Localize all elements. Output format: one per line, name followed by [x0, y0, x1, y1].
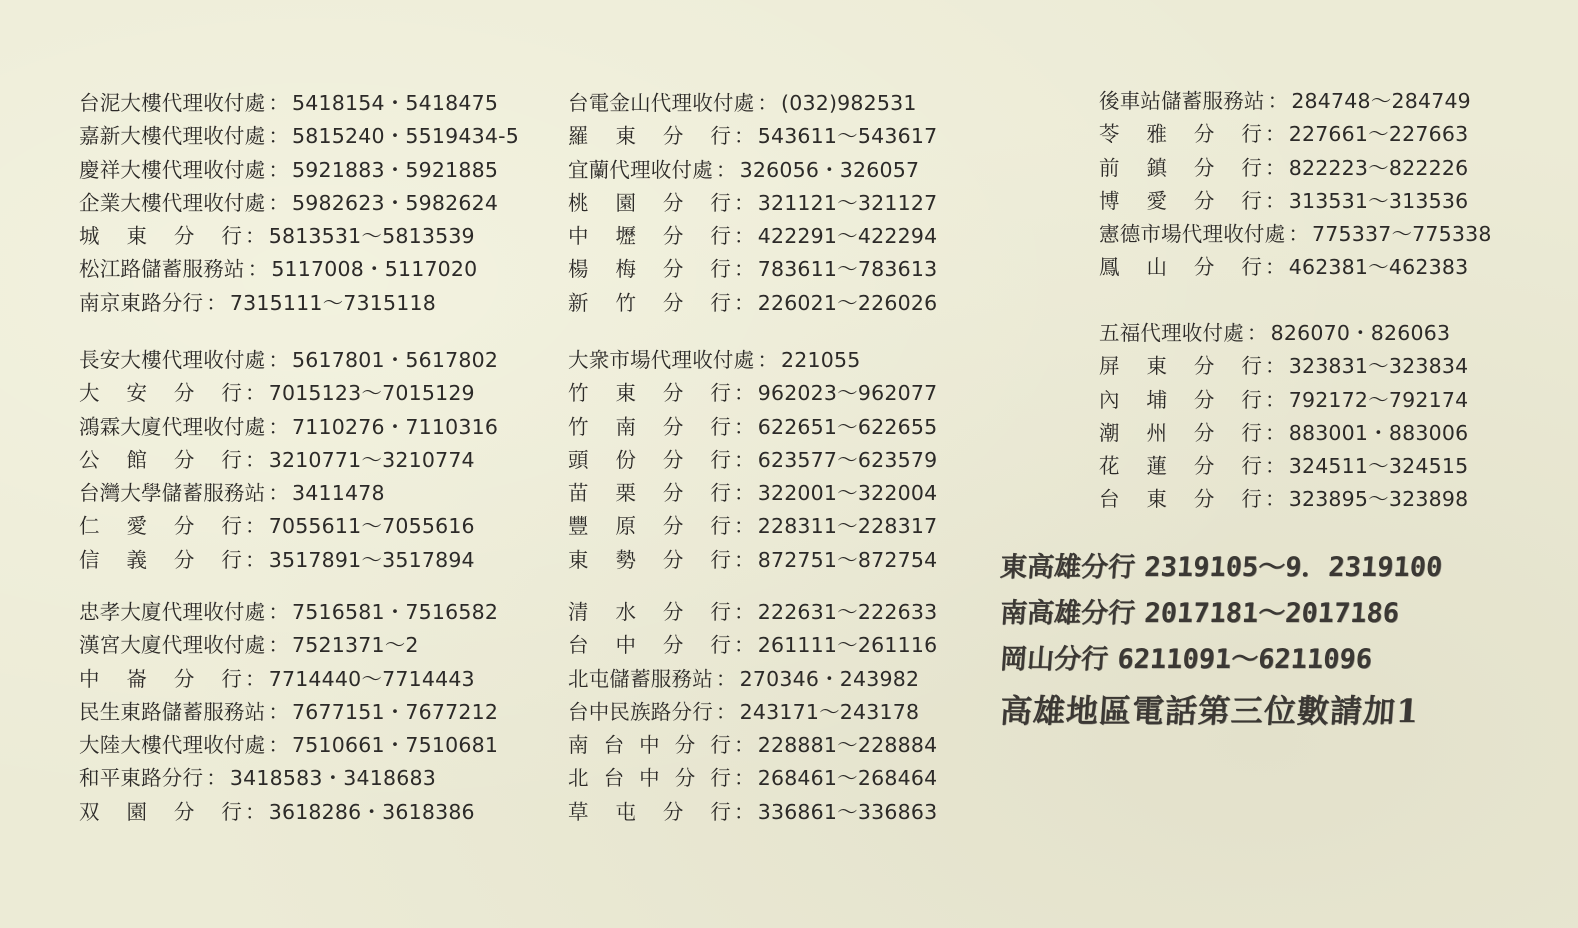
branch-name: 和平東路分行: [79, 766, 204, 791]
phone-number: 3517891〜3517894: [268, 547, 475, 572]
branch-name: 信 義 分 行: [79, 547, 243, 572]
directory-entry: [568, 253, 937, 286]
phone-number: 5982623・5982624: [292, 190, 499, 215]
separator-colon: ：: [206, 766, 227, 791]
phone-number: 284748〜284749: [1291, 89, 1471, 113]
directory-entry: [568, 187, 937, 220]
directory-entry: [79, 762, 498, 795]
branch-name: 苗 栗 分 行: [568, 481, 732, 506]
branch-name: 豐 原 分 行: [568, 514, 732, 539]
phone-number: 268461〜268464: [757, 766, 938, 791]
phone-number: 270346・243982: [739, 666, 920, 691]
directory-entry: [568, 477, 937, 510]
directory-entry: [1099, 317, 1468, 350]
separator-colon: ：: [1265, 420, 1286, 445]
branch-name: 中 壢 分 行: [568, 224, 732, 249]
phone-number: 783611〜783613: [757, 257, 938, 282]
phone-number: 5815240・5519434-5: [292, 124, 519, 149]
directory-entry: [568, 154, 937, 187]
phone-number: 422291〜422294: [757, 224, 938, 249]
branch-name: 楊 梅 分 行: [568, 257, 732, 282]
directory-entry: [1099, 483, 1468, 516]
branch-name: 新 竹 分 行: [568, 290, 732, 315]
branch-name: 台 中 分 行: [568, 633, 732, 658]
directory-entry: [568, 344, 937, 377]
branch-name: 後車站儲蓄服務站: [1099, 89, 1265, 113]
phone-number: 962023〜962077: [757, 381, 938, 406]
directory-entry: [1099, 218, 1492, 251]
directory-block: [568, 596, 937, 829]
directory-entry: [79, 796, 498, 829]
phone-number: 3618286・3618386: [268, 799, 475, 824]
separator-colon: ：: [734, 447, 755, 472]
branch-name: 漢宮大廈代理收付處: [79, 633, 266, 658]
separator-colon: ：: [245, 666, 266, 691]
branch-name: 憲德市場代理收付處: [1099, 222, 1286, 247]
branch-name: 南 台 中 分 行: [568, 733, 732, 758]
phone-number: 883001・883006: [1288, 420, 1469, 445]
phone-number: 221055: [781, 348, 861, 372]
phone-number: 7677151・7677212: [292, 699, 499, 724]
phone-number: 775337〜775338: [1312, 222, 1492, 247]
separator-colon: ：: [268, 600, 290, 624]
branch-name: 清 水 分 行: [568, 600, 732, 624]
separator-colon: ：: [268, 157, 290, 182]
separator-colon: ：: [734, 600, 755, 624]
phone-number: 7516581・7516582: [292, 600, 499, 624]
branch-name: 大衆市場代理收付處: [568, 348, 755, 372]
directory-block: [1099, 317, 1468, 517]
separator-colon: ：: [715, 666, 737, 691]
separator-colon: ：: [1265, 354, 1286, 379]
directory-entry: [1099, 384, 1468, 417]
separator-colon: ：: [268, 348, 290, 372]
branch-name: 東 勢 分 行: [568, 547, 732, 572]
separator-colon: ：: [734, 381, 755, 406]
directory-entry: [79, 287, 519, 320]
directory-entry: [79, 696, 498, 729]
phone-number: 228311〜228317: [757, 514, 938, 539]
branch-name: 台灣大學儲蓄服務站: [79, 481, 266, 506]
directory-entry: [79, 477, 498, 510]
directory-entry: [568, 629, 937, 662]
phone-number: 323831〜323834: [1288, 354, 1469, 379]
branch-name: 嘉新大樓代理收付處: [79, 124, 266, 149]
branch-name: 鳳 山 分 行: [1099, 255, 1263, 280]
directory-entry: [79, 120, 519, 153]
directory-entry: [79, 344, 498, 377]
phone-number: 5921883・5921885: [292, 157, 499, 182]
phone-number: 323895〜323898: [1288, 487, 1469, 512]
stamp-phone-number: 6211091〜6211096: [1116, 644, 1374, 675]
phone-number: 3411478: [292, 481, 385, 506]
separator-colon: ：: [715, 157, 737, 182]
directory-entry: [568, 510, 937, 543]
stamp-note: 高雄地區電話第三位數請加1: [998, 692, 1421, 730]
directory-entry: [1099, 450, 1468, 483]
directory-entry: [568, 411, 937, 444]
phone-number: 261111〜261116: [757, 633, 938, 658]
separator-colon: ：: [757, 348, 779, 372]
separator-colon: ：: [734, 224, 755, 249]
separator-colon: ：: [268, 414, 290, 439]
branch-name: 五福代理收付處: [1099, 321, 1244, 345]
phone-number: 822223〜822226: [1288, 155, 1469, 180]
branch-name: 博 愛 分 行: [1099, 188, 1263, 213]
separator-colon: ：: [268, 633, 290, 658]
branch-name: 草 屯 分 行: [568, 799, 732, 824]
phone-number: 7055611〜7055616: [268, 514, 475, 539]
directory-entry: [1099, 152, 1492, 185]
directory-entry: [79, 510, 498, 543]
stamp-branch-name: 岡山分行: [998, 644, 1110, 675]
branch-name: 慶祥大樓代理收付處: [79, 157, 266, 182]
directory-entry: [568, 287, 937, 320]
directory-entry: [79, 253, 519, 286]
separator-colon: ：: [734, 257, 755, 282]
branch-name: 潮 州 分 行: [1099, 420, 1263, 445]
separator-colon: ：: [1265, 454, 1286, 479]
phone-number: 5418154・5418475: [292, 91, 499, 115]
phone-number: 5813531〜5813539: [268, 224, 475, 249]
directory-entry: [568, 596, 937, 629]
phone-number: 326056・326057: [739, 157, 920, 182]
phone-number: 321121〜321127: [757, 190, 938, 215]
phone-number: 226021〜226026: [757, 290, 938, 315]
phone-number: 543611〜543617: [757, 124, 938, 149]
directory-block: [79, 596, 498, 829]
phone-number: 243171〜243178: [739, 699, 920, 724]
separator-colon: ：: [1265, 122, 1286, 147]
directory-entry: [568, 663, 937, 696]
phone-number: 222631〜222633: [757, 600, 938, 624]
phone-number: 7110276・7110316: [292, 414, 499, 439]
separator-colon: ：: [268, 699, 290, 724]
separator-colon: ：: [268, 124, 290, 149]
branch-name: 台泥大樓代理收付處: [79, 91, 266, 115]
branch-name: 北 台 中 分 行: [568, 766, 732, 791]
branch-name: 仁 愛 分 行: [79, 514, 243, 539]
branch-name: 台電金山代理收付處: [568, 91, 755, 115]
stamp-line: [998, 637, 1443, 683]
phone-number: 3210771〜3210774: [268, 447, 475, 472]
branch-name: 桃 園 分 行: [568, 190, 732, 215]
branch-name: 民生東路儲蓄服務站: [79, 699, 266, 724]
directory-entry: [1099, 118, 1492, 151]
stamp-phone-number: 2017181〜2017186: [1143, 598, 1401, 629]
directory-entry: [79, 596, 498, 629]
separator-colon: ：: [245, 224, 266, 249]
kaohsiung-stamp: [1000, 545, 1442, 739]
separator-colon: ：: [245, 447, 266, 472]
directory-entry: [568, 729, 937, 762]
separator-colon: ：: [268, 190, 290, 215]
separator-colon: ：: [245, 381, 266, 406]
stamp-line: [998, 545, 1443, 591]
stamp-line: [998, 591, 1443, 637]
directory-entry: [79, 220, 519, 253]
separator-colon: ：: [245, 547, 266, 572]
directory-entry: [79, 444, 498, 477]
separator-colon: ：: [734, 766, 755, 791]
branch-name: 城 東 分 行: [79, 224, 243, 249]
phone-number: 7510661・7510681: [292, 733, 499, 758]
directory-entry: [1099, 85, 1492, 118]
separator-colon: ：: [1246, 321, 1268, 345]
branch-name: 南京東路分行: [79, 290, 204, 315]
separator-colon: ：: [734, 799, 755, 824]
branch-name: 羅 東 分 行: [568, 124, 732, 149]
separator-colon: ：: [268, 481, 290, 506]
branch-name: 前 鎮 分 行: [1099, 155, 1263, 180]
separator-colon: ：: [734, 633, 755, 658]
directory-entry: [568, 87, 937, 120]
branch-name: 双 園 分 行: [79, 799, 243, 824]
phone-number: 623577〜623579: [757, 447, 938, 472]
phone-number: 322001〜322004: [757, 481, 938, 506]
stamp-phone-number: 2319105〜9．2319100: [1143, 552, 1444, 583]
separator-colon: ：: [1265, 387, 1286, 412]
phone-number: (032)982531: [781, 91, 917, 115]
branch-name: 頭 份 分 行: [568, 447, 732, 472]
directory-entry: [1099, 417, 1468, 450]
phone-number: 7521371〜2: [292, 633, 419, 658]
directory-entry: [79, 629, 498, 662]
directory-block: [1099, 85, 1492, 285]
separator-colon: ：: [715, 699, 737, 724]
directory-entry: [568, 796, 937, 829]
directory-entry: [568, 120, 937, 153]
stamp-branch-name: 南高雄分行: [998, 598, 1137, 629]
directory-block: [568, 344, 937, 577]
directory-entry: [568, 762, 937, 795]
directory-block: [568, 87, 937, 320]
separator-colon: ：: [734, 414, 755, 439]
directory-entry: [79, 411, 498, 444]
directory-entry: [568, 220, 937, 253]
separator-colon: ：: [247, 257, 269, 282]
branch-name: 大陸大樓代理收付處: [79, 733, 266, 758]
separator-colon: ：: [734, 190, 755, 215]
phone-number: 872751〜872754: [757, 547, 938, 572]
separator-colon: ：: [1267, 89, 1289, 113]
branch-name: 鴻霖大廈代理收付處: [79, 414, 266, 439]
directory-entry: [79, 729, 498, 762]
separator-colon: ：: [734, 290, 755, 315]
phone-number: 324511〜324515: [1288, 454, 1469, 479]
branch-name: 苓 雅 分 行: [1099, 122, 1263, 147]
branch-name: 中 崙 分 行: [79, 666, 243, 691]
phone-number: 228881〜228884: [757, 733, 938, 758]
directory-entry: [568, 544, 937, 577]
branch-name: 台 東 分 行: [1099, 487, 1263, 512]
branch-name: 北屯儲蓄服務站: [568, 666, 713, 691]
directory-entry: [1099, 350, 1468, 383]
directory-entry: [79, 663, 498, 696]
phone-number: 7714440〜7714443: [268, 666, 475, 691]
separator-colon: ：: [245, 514, 266, 539]
separator-colon: ：: [734, 733, 755, 758]
branch-name: 長安大樓代理收付處: [79, 348, 266, 372]
separator-colon: ：: [757, 91, 779, 115]
branch-name: 宜蘭代理收付處: [568, 157, 713, 182]
separator-colon: ：: [206, 290, 227, 315]
branch-name: 公 館 分 行: [79, 447, 243, 472]
phone-number: 462381〜462383: [1288, 255, 1469, 280]
phone-number: 3418583・3418683: [229, 766, 437, 791]
branch-name: 竹 南 分 行: [568, 414, 732, 439]
separator-colon: ：: [1265, 487, 1286, 512]
stamp-branch-name: 東高雄分行: [998, 552, 1137, 583]
phone-number: 826070・826063: [1270, 321, 1451, 345]
branch-name: 松江路儲蓄服務站: [79, 257, 245, 282]
separator-colon: ：: [1288, 222, 1310, 247]
phone-number: 336861〜336863: [757, 799, 938, 824]
directory-entry: [1099, 185, 1492, 218]
branch-name: 企業大樓代理收付處: [79, 190, 266, 215]
directory-entry: [79, 87, 519, 120]
directory-entry: [1099, 251, 1492, 284]
branch-name: 忠孝大廈代理收付處: [79, 600, 266, 624]
separator-colon: ：: [734, 124, 755, 149]
branch-name: 竹 東 分 行: [568, 381, 732, 406]
phone-number: 792172〜792174: [1288, 387, 1469, 412]
directory-block: [79, 344, 498, 577]
separator-colon: ：: [245, 799, 266, 824]
directory-entry: [568, 444, 937, 477]
separator-colon: ：: [734, 547, 755, 572]
separator-colon: ：: [1265, 255, 1286, 280]
phone-number: 7015123〜7015129: [268, 381, 475, 406]
phone-number: 5117008・5117020: [271, 257, 478, 282]
directory-block: [79, 87, 519, 320]
phone-number: 313531〜313536: [1288, 188, 1469, 213]
branch-name: 內 埔 分 行: [1099, 387, 1263, 412]
phone-number: 227661〜227663: [1288, 122, 1469, 147]
branch-name: 花 蓮 分 行: [1099, 454, 1263, 479]
separator-colon: ：: [1265, 188, 1286, 213]
branch-name: 屏 東 分 行: [1099, 354, 1263, 379]
directory-entry: [79, 544, 498, 577]
branch-name: 大 安 分 行: [79, 381, 243, 406]
branch-name: 台中民族路分行: [568, 699, 713, 724]
phone-number: 622651〜622655: [757, 414, 938, 439]
separator-colon: ：: [268, 91, 290, 115]
separator-colon: ：: [268, 733, 290, 758]
separator-colon: ：: [734, 514, 755, 539]
separator-colon: ：: [734, 481, 755, 506]
directory-entry: [79, 187, 519, 220]
directory-entry: [568, 377, 937, 410]
phone-number: 7315111〜7315118: [229, 290, 437, 315]
directory-entry: [79, 154, 519, 187]
directory-entry: [79, 377, 498, 410]
directory-entry: [568, 696, 937, 729]
phone-number: 5617801・5617802: [292, 348, 499, 372]
separator-colon: ：: [1265, 155, 1286, 180]
